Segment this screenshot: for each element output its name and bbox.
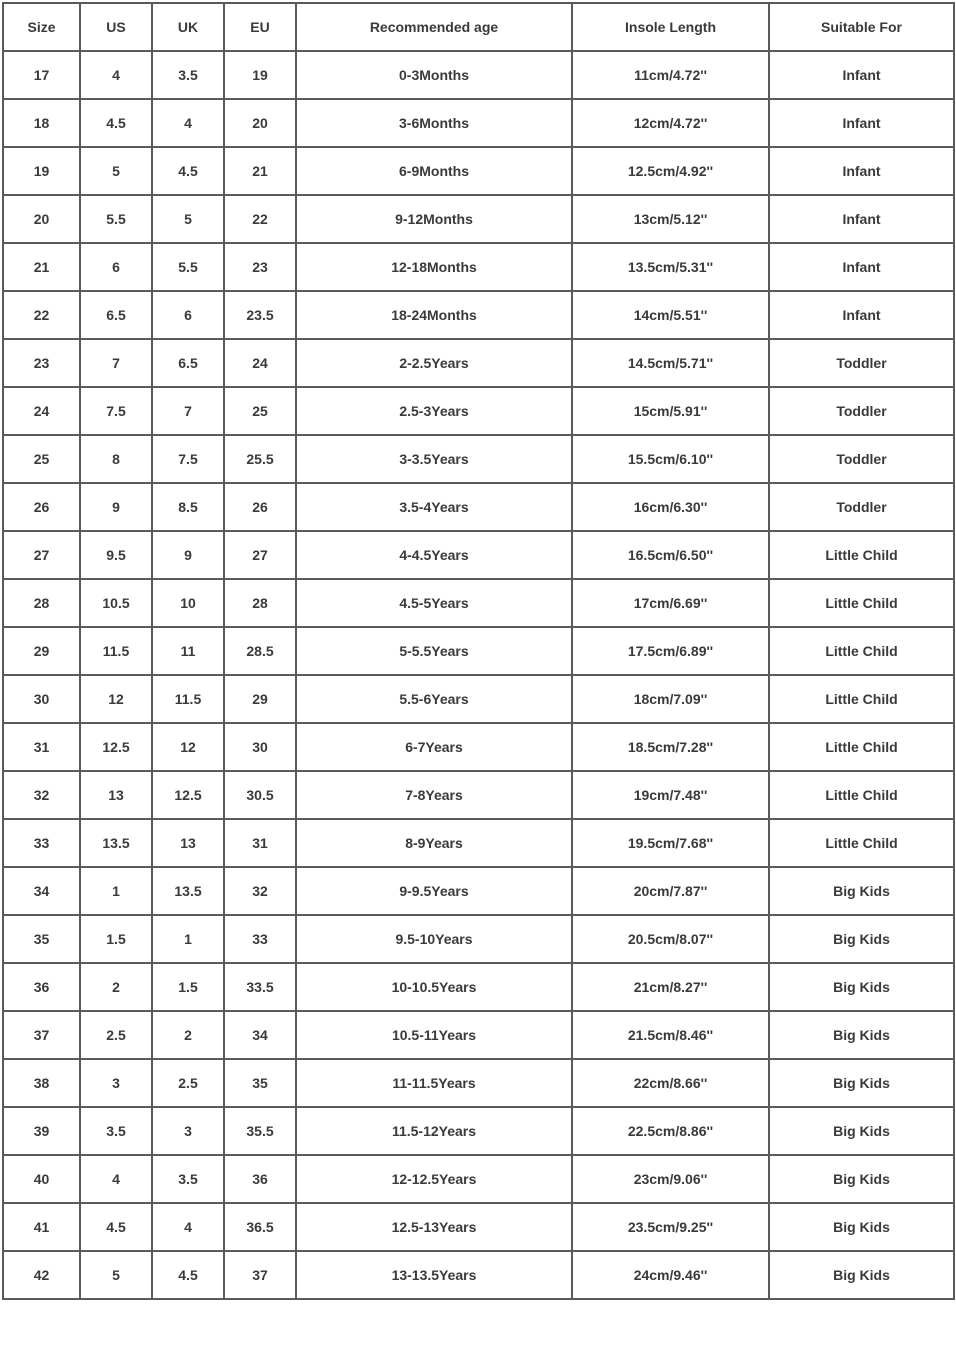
cell-uk: 4 [152, 1203, 224, 1251]
cell-suitable-for: Little Child [769, 627, 954, 675]
cell-uk: 2 [152, 1011, 224, 1059]
cell-eu: 34 [224, 1011, 296, 1059]
cell-suitable-for: Little Child [769, 771, 954, 819]
table-row [3, 915, 954, 963]
cell-insole-length: 22.5cm/8.86'' [572, 1107, 769, 1155]
table-row [3, 387, 954, 435]
cell-us: 5 [80, 147, 152, 195]
cell-us: 8 [80, 435, 152, 483]
cell-recommended-age: 18-24Months [296, 291, 572, 339]
cell-suitable-for: Infant [769, 291, 954, 339]
table-row [3, 1107, 954, 1155]
cell-us: 10.5 [80, 579, 152, 627]
cell-recommended-age: 8-9Years [296, 819, 572, 867]
cell-insole-length: 19.5cm/7.68'' [572, 819, 769, 867]
cell-recommended-age: 6-7Years [296, 723, 572, 771]
cell-size: 36 [3, 963, 80, 1011]
cell-uk: 6 [152, 291, 224, 339]
table-row [3, 291, 954, 339]
cell-eu: 28 [224, 579, 296, 627]
cell-eu: 31 [224, 819, 296, 867]
header-size: Size [3, 3, 80, 51]
cell-size: 27 [3, 531, 80, 579]
cell-suitable-for: Big Kids [769, 1011, 954, 1059]
cell-insole-length: 14.5cm/5.71'' [572, 339, 769, 387]
cell-uk: 13 [152, 819, 224, 867]
cell-us: 7 [80, 339, 152, 387]
cell-insole-length: 18.5cm/7.28'' [572, 723, 769, 771]
cell-suitable-for: Big Kids [769, 915, 954, 963]
cell-us: 9 [80, 483, 152, 531]
cell-eu: 23.5 [224, 291, 296, 339]
cell-insole-length: 12cm/4.72'' [572, 99, 769, 147]
cell-uk: 11.5 [152, 675, 224, 723]
table-row [3, 675, 954, 723]
cell-us: 1 [80, 867, 152, 915]
cell-suitable-for: Toddler [769, 387, 954, 435]
cell-size: 21 [3, 243, 80, 291]
cell-us: 1.5 [80, 915, 152, 963]
table-row [3, 147, 954, 195]
table-row [3, 579, 954, 627]
cell-size: 20 [3, 195, 80, 243]
cell-size: 28 [3, 579, 80, 627]
cell-recommended-age: 10-10.5Years [296, 963, 572, 1011]
cell-size: 30 [3, 675, 80, 723]
cell-size: 32 [3, 771, 80, 819]
table-row [3, 339, 954, 387]
cell-uk: 3.5 [152, 1155, 224, 1203]
cell-us: 5.5 [80, 195, 152, 243]
cell-insole-length: 23.5cm/9.25'' [572, 1203, 769, 1251]
cell-eu: 33 [224, 915, 296, 963]
table-row [3, 1011, 954, 1059]
table-row [3, 1059, 954, 1107]
cell-insole-length: 12.5cm/4.92'' [572, 147, 769, 195]
cell-eu: 24 [224, 339, 296, 387]
cell-uk: 4 [152, 99, 224, 147]
cell-eu: 19 [224, 51, 296, 99]
cell-recommended-age: 3-3.5Years [296, 435, 572, 483]
cell-eu: 25.5 [224, 435, 296, 483]
cell-insole-length: 24cm/9.46'' [572, 1251, 769, 1299]
cell-eu: 26 [224, 483, 296, 531]
cell-size: 22 [3, 291, 80, 339]
cell-insole-length: 23cm/9.06'' [572, 1155, 769, 1203]
cell-suitable-for: Big Kids [769, 1155, 954, 1203]
table-row [3, 1155, 954, 1203]
cell-us: 4 [80, 51, 152, 99]
cell-size: 40 [3, 1155, 80, 1203]
cell-size: 34 [3, 867, 80, 915]
cell-recommended-age: 2.5-3Years [296, 387, 572, 435]
cell-size: 41 [3, 1203, 80, 1251]
cell-insole-length: 16.5cm/6.50'' [572, 531, 769, 579]
cell-us: 11.5 [80, 627, 152, 675]
cell-us: 4.5 [80, 1203, 152, 1251]
cell-suitable-for: Big Kids [769, 963, 954, 1011]
cell-recommended-age: 12-18Months [296, 243, 572, 291]
table-body [3, 51, 954, 1299]
cell-size: 33 [3, 819, 80, 867]
cell-insole-length: 15cm/5.91'' [572, 387, 769, 435]
cell-size: 42 [3, 1251, 80, 1299]
cell-uk: 1 [152, 915, 224, 963]
cell-insole-length: 15.5cm/6.10'' [572, 435, 769, 483]
cell-suitable-for: Toddler [769, 435, 954, 483]
cell-recommended-age: 9.5-10Years [296, 915, 572, 963]
cell-size: 18 [3, 99, 80, 147]
cell-size: 24 [3, 387, 80, 435]
cell-size: 29 [3, 627, 80, 675]
header-insole-length: Insole Length [572, 3, 769, 51]
cell-insole-length: 13cm/5.12'' [572, 195, 769, 243]
cell-recommended-age: 6-9Months [296, 147, 572, 195]
cell-suitable-for: Infant [769, 147, 954, 195]
cell-us: 12.5 [80, 723, 152, 771]
cell-us: 2 [80, 963, 152, 1011]
cell-uk: 4.5 [152, 1251, 224, 1299]
table-row [3, 819, 954, 867]
cell-recommended-age: 9-9.5Years [296, 867, 572, 915]
cell-insole-length: 19cm/7.48'' [572, 771, 769, 819]
cell-eu: 33.5 [224, 963, 296, 1011]
cell-insole-length: 20cm/7.87'' [572, 867, 769, 915]
cell-eu: 35.5 [224, 1107, 296, 1155]
header-suitable-for: Suitable For [769, 3, 954, 51]
cell-eu: 32 [224, 867, 296, 915]
cell-us: 13.5 [80, 819, 152, 867]
table-row [3, 195, 954, 243]
cell-uk: 6.5 [152, 339, 224, 387]
table-row [3, 99, 954, 147]
cell-size: 17 [3, 51, 80, 99]
cell-insole-length: 11cm/4.72'' [572, 51, 769, 99]
cell-us: 7.5 [80, 387, 152, 435]
cell-recommended-age: 11.5-12Years [296, 1107, 572, 1155]
cell-size: 38 [3, 1059, 80, 1107]
table-row [3, 483, 954, 531]
cell-eu: 36.5 [224, 1203, 296, 1251]
cell-uk: 1.5 [152, 963, 224, 1011]
cell-suitable-for: Infant [769, 195, 954, 243]
cell-suitable-for: Little Child [769, 723, 954, 771]
cell-suitable-for: Toddler [769, 339, 954, 387]
header-us: US [80, 3, 152, 51]
cell-uk: 12.5 [152, 771, 224, 819]
cell-suitable-for: Toddler [769, 483, 954, 531]
cell-suitable-for: Infant [769, 51, 954, 99]
cell-suitable-for: Big Kids [769, 1107, 954, 1155]
cell-eu: 28.5 [224, 627, 296, 675]
cell-insole-length: 14cm/5.51'' [572, 291, 769, 339]
cell-eu: 20 [224, 99, 296, 147]
table-row [3, 1251, 954, 1299]
cell-suitable-for: Infant [769, 99, 954, 147]
cell-us: 9.5 [80, 531, 152, 579]
cell-eu: 27 [224, 531, 296, 579]
cell-uk: 13.5 [152, 867, 224, 915]
cell-us: 12 [80, 675, 152, 723]
cell-insole-length: 18cm/7.09'' [572, 675, 769, 723]
cell-recommended-age: 5-5.5Years [296, 627, 572, 675]
cell-uk: 8.5 [152, 483, 224, 531]
cell-recommended-age: 11-11.5Years [296, 1059, 572, 1107]
size-chart-table [2, 2, 955, 1300]
cell-recommended-age: 4.5-5Years [296, 579, 572, 627]
cell-uk: 4.5 [152, 147, 224, 195]
cell-recommended-age: 2-2.5Years [296, 339, 572, 387]
size-chart-container [2, 2, 953, 1300]
cell-suitable-for: Little Child [769, 675, 954, 723]
cell-eu: 29 [224, 675, 296, 723]
table-row [3, 51, 954, 99]
cell-eu: 23 [224, 243, 296, 291]
cell-eu: 30.5 [224, 771, 296, 819]
cell-eu: 35 [224, 1059, 296, 1107]
cell-recommended-age: 12.5-13Years [296, 1203, 572, 1251]
cell-insole-length: 16cm/6.30'' [572, 483, 769, 531]
table-row [3, 243, 954, 291]
cell-size: 35 [3, 915, 80, 963]
table-row [3, 1203, 954, 1251]
cell-suitable-for: Big Kids [769, 1203, 954, 1251]
table-row [3, 531, 954, 579]
cell-uk: 7 [152, 387, 224, 435]
cell-insole-length: 13.5cm/5.31'' [572, 243, 769, 291]
cell-recommended-age: 5.5-6Years [296, 675, 572, 723]
cell-uk: 5 [152, 195, 224, 243]
cell-suitable-for: Little Child [769, 819, 954, 867]
cell-recommended-age: 4-4.5Years [296, 531, 572, 579]
cell-size: 23 [3, 339, 80, 387]
cell-size: 37 [3, 1011, 80, 1059]
cell-recommended-age: 3-6Months [296, 99, 572, 147]
cell-recommended-age: 10.5-11Years [296, 1011, 572, 1059]
cell-insole-length: 17.5cm/6.89'' [572, 627, 769, 675]
cell-insole-length: 22cm/8.66'' [572, 1059, 769, 1107]
cell-uk: 9 [152, 531, 224, 579]
cell-suitable-for: Big Kids [769, 1251, 954, 1299]
table-row [3, 627, 954, 675]
cell-recommended-age: 13-13.5Years [296, 1251, 572, 1299]
cell-suitable-for: Little Child [769, 531, 954, 579]
table-row [3, 867, 954, 915]
cell-suitable-for: Big Kids [769, 867, 954, 915]
table-row [3, 771, 954, 819]
cell-eu: 25 [224, 387, 296, 435]
cell-eu: 36 [224, 1155, 296, 1203]
cell-insole-length: 21.5cm/8.46'' [572, 1011, 769, 1059]
cell-eu: 21 [224, 147, 296, 195]
cell-uk: 2.5 [152, 1059, 224, 1107]
cell-us: 3.5 [80, 1107, 152, 1155]
cell-insole-length: 17cm/6.69'' [572, 579, 769, 627]
cell-us: 5 [80, 1251, 152, 1299]
cell-uk: 3.5 [152, 51, 224, 99]
cell-uk: 12 [152, 723, 224, 771]
header-eu: EU [224, 3, 296, 51]
cell-insole-length: 21cm/8.27'' [572, 963, 769, 1011]
cell-eu: 22 [224, 195, 296, 243]
cell-suitable-for: Big Kids [769, 1059, 954, 1107]
header-recommended-age: Recommended age [296, 3, 572, 51]
cell-us: 6.5 [80, 291, 152, 339]
cell-us: 13 [80, 771, 152, 819]
cell-uk: 11 [152, 627, 224, 675]
cell-eu: 37 [224, 1251, 296, 1299]
header-uk: UK [152, 3, 224, 51]
cell-size: 39 [3, 1107, 80, 1155]
cell-suitable-for: Little Child [769, 579, 954, 627]
cell-us: 2.5 [80, 1011, 152, 1059]
cell-insole-length: 20.5cm/8.07'' [572, 915, 769, 963]
cell-recommended-age: 3.5-4Years [296, 483, 572, 531]
header-row [3, 3, 954, 51]
cell-recommended-age: 7-8Years [296, 771, 572, 819]
cell-us: 6 [80, 243, 152, 291]
cell-us: 4.5 [80, 99, 152, 147]
table-row [3, 435, 954, 483]
cell-suitable-for: Infant [769, 243, 954, 291]
cell-uk: 10 [152, 579, 224, 627]
cell-recommended-age: 9-12Months [296, 195, 572, 243]
cell-uk: 7.5 [152, 435, 224, 483]
cell-size: 31 [3, 723, 80, 771]
cell-us: 4 [80, 1155, 152, 1203]
cell-size: 26 [3, 483, 80, 531]
cell-recommended-age: 0-3Months [296, 51, 572, 99]
cell-size: 19 [3, 147, 80, 195]
cell-recommended-age: 12-12.5Years [296, 1155, 572, 1203]
table-row [3, 963, 954, 1011]
cell-uk: 5.5 [152, 243, 224, 291]
cell-size: 25 [3, 435, 80, 483]
table-row [3, 723, 954, 771]
cell-us: 3 [80, 1059, 152, 1107]
cell-uk: 3 [152, 1107, 224, 1155]
cell-eu: 30 [224, 723, 296, 771]
